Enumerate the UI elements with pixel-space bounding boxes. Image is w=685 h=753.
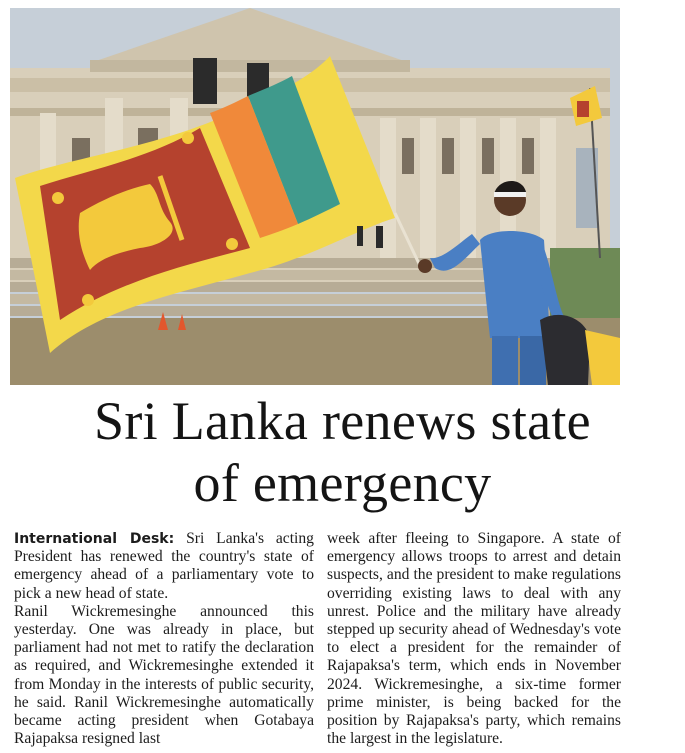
paragraph-1-text: Sri Lanka's acting President has renewed the country's state of emergency ahead of a parliamentary vote to pick a new head of state. — [14, 530, 314, 602]
headline — [0, 390, 685, 514]
headline-line-2: of emergency — [193, 453, 492, 513]
photo-illustration — [10, 8, 620, 385]
paragraph-2: Ranil Wickremesinghe announced this yesterday. One was already in place, but parliament had not met to ratify the declaration as required, and Wickremesinghe extended it from Monday in the interests of public security, he said. Ranil Wickremesinghe automatically became acting president when Gotabaya Rajapaksa resigned last — [14, 602, 314, 748]
article-column-left — [14, 530, 314, 748]
headline-line-1: Sri Lanka renews state — [94, 391, 591, 451]
article-photo — [10, 8, 620, 385]
byline: International Desk: — [14, 531, 175, 547]
article-column-right — [327, 530, 621, 748]
paragraph-3: week after fleeing to Singapore. A state of emergency allows troops to arrest and detain suspects, and the president to make regulations overriding existing laws to deal with any unrest. Police and the military have already stepped up security ahead of Wednesday's vote to elect a president for the remainder of Rajapaksa's term, which ends in November 2024. Wickremesinghe, a six-time former prime minister, is being backed for the position by Rajapaksa's party, which remains the largest in the legislature. — [327, 530, 621, 748]
paragraph-1 — [14, 530, 314, 603]
